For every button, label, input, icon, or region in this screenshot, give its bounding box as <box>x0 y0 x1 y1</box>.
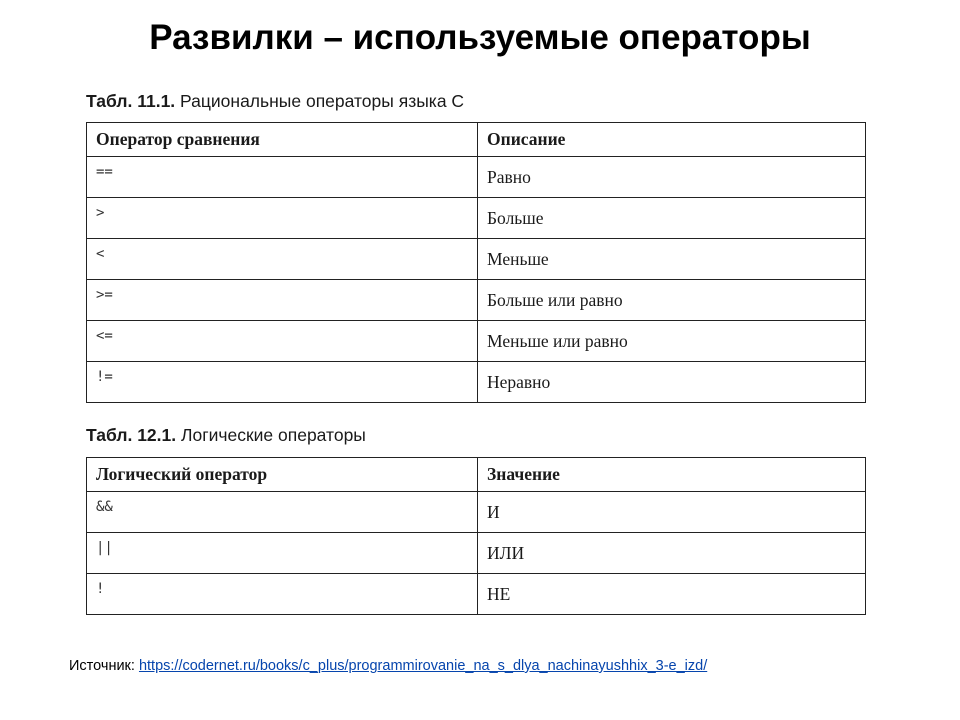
operator-cell: > <box>87 198 478 239</box>
description-cell: Меньше <box>478 239 866 280</box>
table2-caption-text: Логические операторы <box>181 425 366 445</box>
operator-cell: || <box>87 533 478 574</box>
source-note <box>69 656 707 676</box>
logical-operators-table <box>86 457 866 615</box>
table-row <box>87 533 866 574</box>
table2-caption-number: Табл. 12.1. <box>86 425 177 445</box>
operator-cell: != <box>87 362 478 403</box>
description-cell: Неравно <box>478 362 866 403</box>
description-cell: Больше <box>478 198 866 239</box>
column-header-meaning: Значение <box>478 458 866 492</box>
meaning-cell: ИЛИ <box>478 533 866 574</box>
slide-title: Развилки – используемые операторы <box>149 18 811 57</box>
column-header-operator: Оператор сравнения <box>87 123 478 157</box>
table2-caption <box>86 424 366 446</box>
table-row <box>87 157 866 198</box>
table-row <box>87 239 866 280</box>
description-cell: Больше или равно <box>478 280 866 321</box>
operator-cell: <= <box>87 321 478 362</box>
source-link[interactable]: https://codernet.ru/books/c_plus/programmirovanie_na_s_dlya_nachinayushhix_3-e_izd/ <box>138 658 708 674</box>
column-header-logical-operator: Логический оператор <box>87 458 478 492</box>
meaning-cell: НЕ <box>478 574 866 615</box>
table-row <box>87 574 866 615</box>
operator-cell: && <box>87 492 478 533</box>
table-header-row <box>87 123 866 157</box>
table-row <box>87 362 866 403</box>
operator-cell: < <box>87 239 478 280</box>
operator-cell: >= <box>87 280 478 321</box>
meaning-cell: И <box>478 492 866 533</box>
table-row <box>87 280 866 321</box>
table1-caption-number: Табл. 11.1. <box>86 91 176 111</box>
table-row <box>87 321 866 362</box>
description-cell: Равно <box>478 157 866 198</box>
operator-cell: == <box>87 157 478 198</box>
column-header-description: Описание <box>478 123 866 157</box>
table-header-row <box>87 458 866 492</box>
description-cell: Меньше или равно <box>478 321 866 362</box>
source-label: Источник: <box>69 658 135 674</box>
table1-caption <box>86 90 464 112</box>
table1-caption-text: Рациональные операторы языка С <box>180 91 465 111</box>
table-row <box>87 492 866 533</box>
operator-cell: ! <box>87 574 478 615</box>
table-row <box>87 198 866 239</box>
relational-operators-table <box>86 122 866 403</box>
